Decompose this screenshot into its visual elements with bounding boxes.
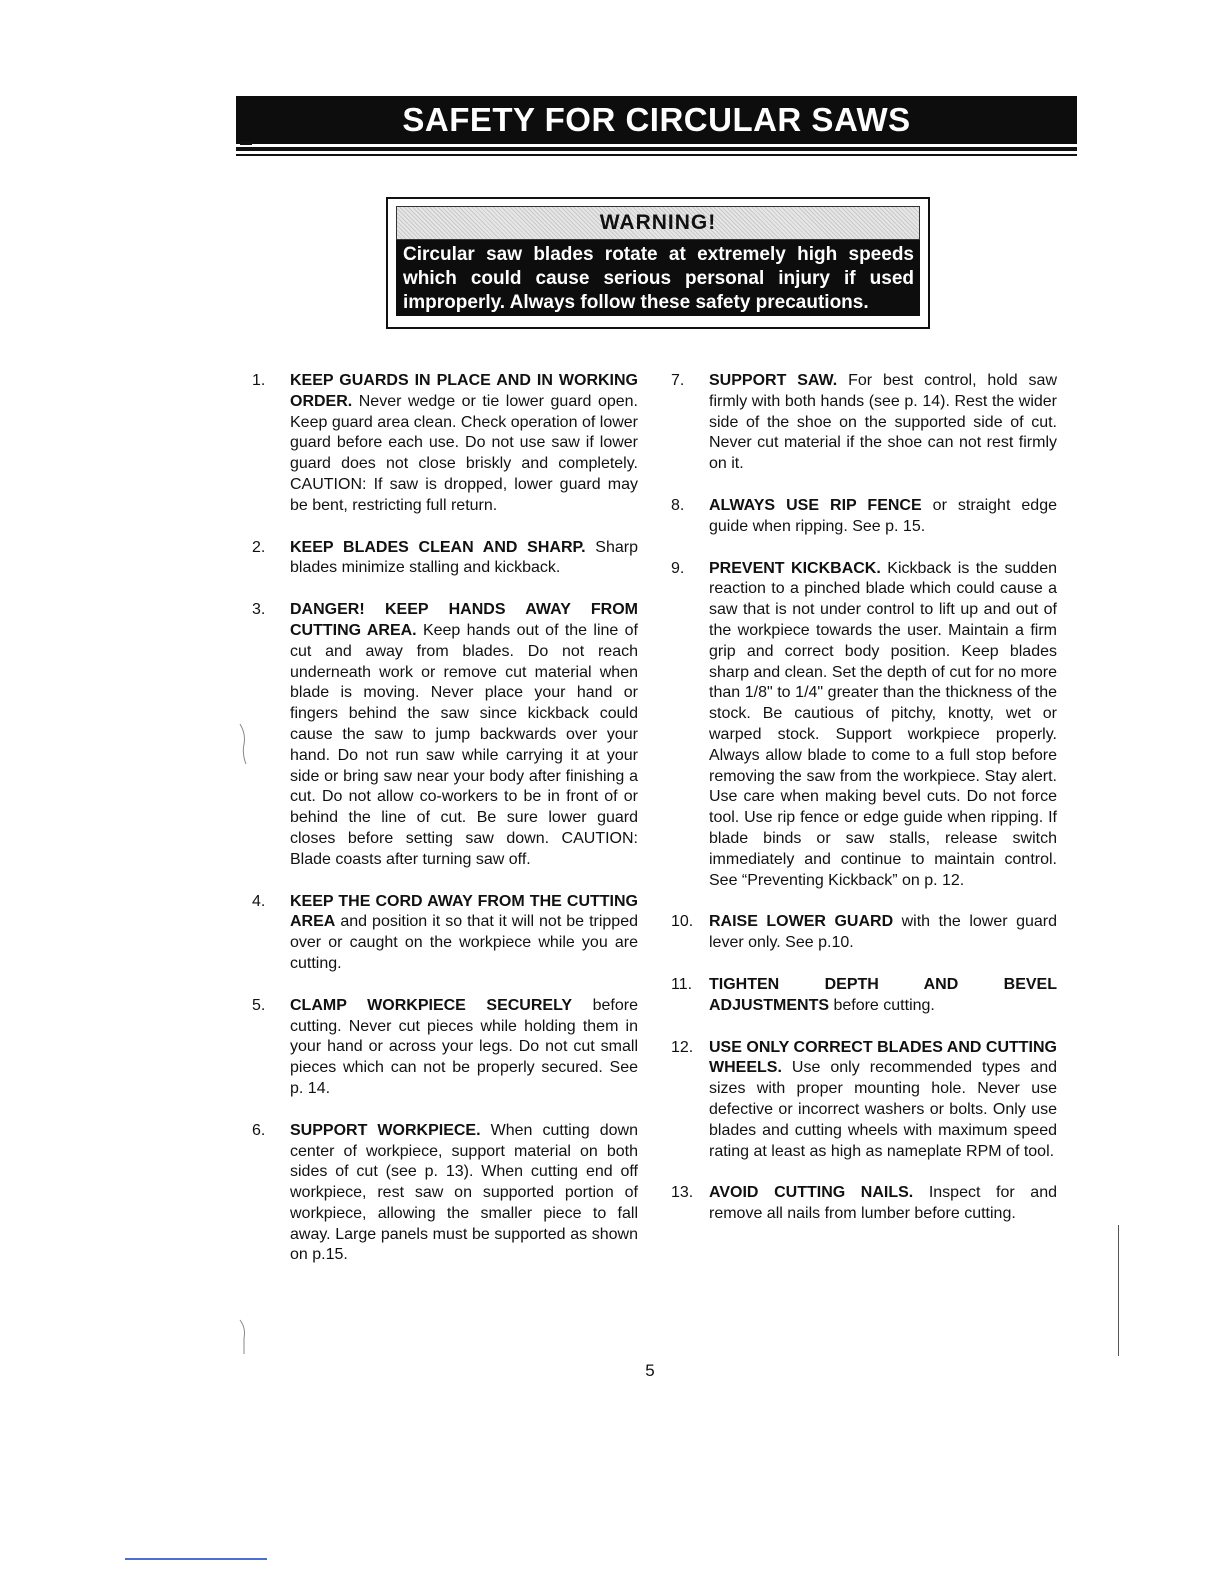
item-heading: RAISE LOWER GUARD (709, 913, 894, 931)
item-text: Keep hands out of the line of cut and away from blades. Do not reach underneath work or remove cut material when blade is moving. Never place your hand or fingers behind the saw since kickback could cause the saw to jump backwards over your hand. Do not run saw while carrying it at your side or bring saw near your body after finishing a cut. Do not allow co-workers to be in front of or behind the line of cut. Be sure lower guard closes before setting saw down. CAUTION: Blade coasts after turning saw off. (290, 621, 639, 868)
page-title: SAFETY FOR CIRCULAR SAWS (236, 96, 1077, 144)
item-heading: CLAMP WORKPIECE SECURELY (290, 996, 573, 1014)
item-text: Use only recommended types and sizes with proper mounting hole. Never use defective or incorrect washers or bolts. Only use blades and cutting wheels with maximum speed rating at least as high as nameplate RPM of tool. (709, 1059, 1057, 1160)
item-number: 2. (252, 538, 266, 556)
safety-item-8 (671, 496, 1057, 538)
right-column (671, 371, 1057, 1225)
item-number: 7. (671, 372, 685, 389)
item-text: Kickback is the sudden reaction to a pinched blade which could cause a saw that is not under control to lift up and out of the workpiece towards the user. Maintain a firm grip and correct body position. Keep blades sharp and clean. Set the depth of cut for no more than 1/8" to 1/4" greater than the thickness of the stock. Be cautious of pitchy, knotty, wet or warped stock. Support workpiece properly. Always allow blade to come to a full stop before removing the saw from the workpiece. Stay alert. Use care when making bevel cuts. Do not force tool. Use rip fence or edge guide when ripping. If blade binds or saw stalls, release switch immediately and continue to maintain control. See “Preventing Kickback” on p. 12. (709, 559, 1057, 889)
item-number: 5. (252, 996, 266, 1014)
item-number: 6. (252, 1121, 266, 1139)
item-heading: KEEP GUARDS IN PLACE AND IN WORKING ORDER. (290, 372, 638, 410)
page-number: 5 (645, 1361, 655, 1380)
title-rule-thin (236, 154, 1077, 156)
safety-item-2 (252, 538, 638, 580)
item-heading: KEEP THE CORD AWAY FROM THE CUTTING AREA (290, 892, 638, 931)
item-text: For best control, hold saw firmly with both hands (see p. 14). Rest the wider side of the shoe on the supported side of cut. Never cut material if the shoe can not rest firmly on it. (709, 372, 1058, 473)
item-text: before cutting. Never cut pieces while holding them in your hand or across your legs. Do not cut small pieces which can not be properly secured. See p. 14. (290, 996, 638, 1097)
item-text: before cutting. (829, 996, 935, 1014)
safety-item-9 (671, 559, 1057, 892)
item-heading: PREVENT KICKBACK. (709, 559, 881, 577)
title-rule-mark (240, 141, 252, 145)
warning-heading: WARNING! (396, 206, 920, 240)
item-heading: TIGHTEN DEPTH AND BEVEL ADJUSTMENTS (709, 975, 1057, 1014)
item-text: Never wedge or tie lower guard open. Keep guard area clean. Check operation of lower guard before each use. Do not use saw if lower guard does not close briskly and completely. CAUTION: If saw is dropped, lower guard may be bent, restricting full return. (290, 392, 638, 514)
safety-item-4 (252, 892, 638, 975)
safety-item-5 (252, 996, 638, 1100)
left-column (252, 371, 638, 1266)
title-rule-thick (236, 147, 1077, 151)
warning-text: Circular saw blades rotate at extremely high speeds which could cause serious personal injury if used improperly. Always follow these safety precautions. (396, 240, 920, 316)
item-text: or straight edge guide when ripping. See p. 15. (709, 496, 1058, 535)
item-number: 4. (252, 892, 266, 910)
item-text: and position it so that it will not be tripped over or caught on the workpiece while you are cutting. (290, 913, 638, 972)
item-text: with the lower guard lever only. See p.10. (709, 913, 1057, 952)
item-number: 9. (671, 559, 685, 577)
item-heading: SUPPORT WORKPIECE. (290, 1121, 481, 1139)
item-heading: DANGER! KEEP HANDS AWAY FROM CUTTING AREA. (290, 601, 638, 639)
safety-item-12 (671, 1038, 1057, 1163)
item-heading: AVOID CUTTING NAILS. (709, 1184, 914, 1202)
item-number: 13. (671, 1184, 694, 1202)
item-number: 8. (671, 496, 685, 514)
scan-margin-line (1118, 1225, 1119, 1356)
item-heading: KEEP BLADES CLEAN AND SHARP. (290, 538, 586, 556)
item-number: 10. (671, 913, 694, 931)
item-heading: SUPPORT SAW. (709, 372, 838, 389)
item-heading: ALWAYS USE RIP FENCE (709, 496, 922, 514)
item-number: 11. (671, 975, 693, 993)
safety-item-10 (671, 912, 1057, 954)
safety-item-3 (252, 600, 638, 870)
item-number: 3. (252, 601, 266, 619)
scan-artifact-icon (236, 720, 256, 770)
scan-edge-line (125, 1558, 267, 1560)
warning-box (386, 197, 930, 329)
safety-item-6 (252, 1121, 638, 1267)
safety-item-13 (671, 1183, 1057, 1225)
safety-item-1 (252, 371, 638, 517)
item-text: Sharp blades minimize stalling and kickback. (290, 538, 639, 577)
safety-item-7 (671, 371, 1057, 475)
safety-item-11 (671, 975, 1057, 1017)
scan-artifact-icon (236, 1318, 256, 1358)
item-text: When cutting down center of workpiece, support material on both sides of cut (see p. 13). When cutting end off workpiece, rest saw on supported portion of workpiece, allowing the smaller piece to fall away. Large panels must be supported as shown on p.15. (290, 1121, 638, 1264)
item-text: Inspect for and remove all nails from lumber before cutting. (709, 1184, 1057, 1223)
item-heading: USE ONLY CORRECT BLADES AND CUTTING WHEELS. (709, 1038, 1057, 1077)
item-number: 12. (671, 1038, 694, 1056)
item-number: 1. (252, 372, 266, 389)
